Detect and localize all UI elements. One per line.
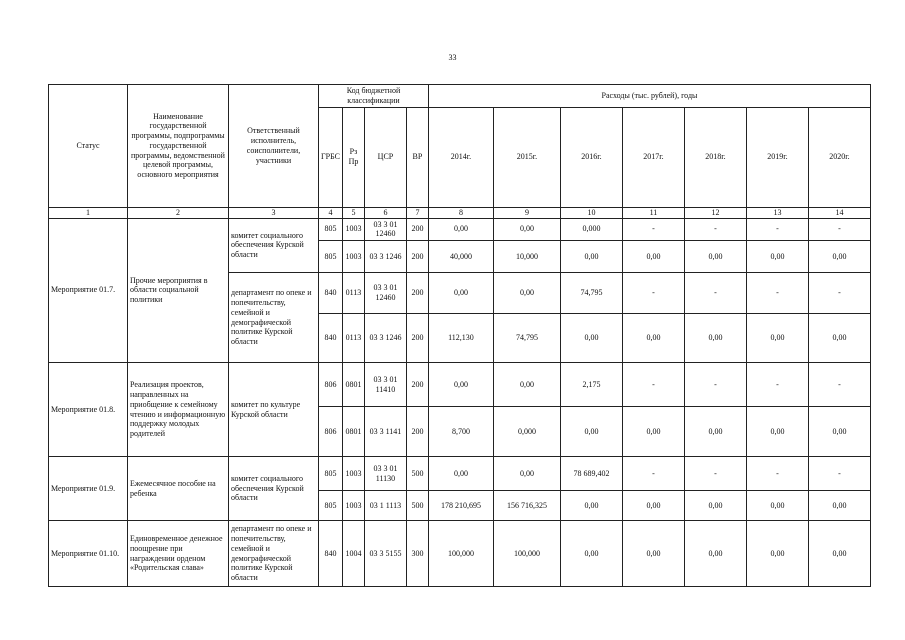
cell-expense: 0,000	[560, 218, 622, 241]
column-number: 4	[319, 207, 343, 218]
column-number: 10	[560, 207, 622, 218]
cell-expense: 0,00	[428, 457, 493, 491]
cell-expense: 0,00	[808, 491, 870, 521]
row-executor: департамент по опеке и попечительству, семейной и демографической политике Курской области	[229, 273, 319, 363]
cell-vr: 500	[406, 457, 428, 491]
cell-expense: 0,00	[684, 407, 746, 457]
column-number: 14	[808, 207, 870, 218]
cell-expense: -	[684, 273, 746, 314]
column-number: 1	[49, 207, 128, 218]
cell-rzpr: 1003	[342, 491, 364, 521]
row-program-name: Прочие мероприятия в области социальной политики	[128, 218, 229, 363]
header-grbs: ГРБС	[319, 107, 343, 207]
cell-expense: -	[684, 457, 746, 491]
cell-expense: 0,00	[560, 314, 622, 363]
cell-expense: -	[684, 218, 746, 241]
cell-expense: 0,00	[746, 314, 808, 363]
header-year: 2017г.	[622, 107, 684, 207]
cell-grbs: 840	[319, 314, 343, 363]
cell-vr: 200	[406, 407, 428, 457]
cell-grbs: 805	[319, 491, 343, 521]
cell-expense: 0,00	[622, 521, 684, 587]
row-status: Мероприятие 01.10.	[49, 521, 128, 587]
cell-expense: 0,000	[493, 407, 560, 457]
cell-vr: 200	[406, 218, 428, 241]
cell-expense: 74,795	[493, 314, 560, 363]
cell-csr: 03 3 01 11410	[364, 363, 406, 407]
cell-expense: 178 210,695	[428, 491, 493, 521]
header-year: 2016г.	[560, 107, 622, 207]
header-year: 2015г.	[493, 107, 560, 207]
table-row	[49, 457, 871, 491]
cell-expense: 156 716,325	[493, 491, 560, 521]
header-vr: ВР	[406, 107, 428, 207]
header-name: Наименование государственной программы, подпрограммы государственной программы, ведомственной целевой программы, основного мероприятия	[128, 85, 229, 208]
cell-expense: 0,00	[560, 521, 622, 587]
cell-expense: 40,000	[428, 241, 493, 273]
cell-rzpr: 0113	[342, 314, 364, 363]
cell-expense: 0,00	[428, 218, 493, 241]
cell-csr: 03 3 1141	[364, 407, 406, 457]
column-number: 9	[493, 207, 560, 218]
cell-expense: 0,00	[622, 314, 684, 363]
cell-expense: -	[746, 363, 808, 407]
cell-expense: 100,000	[428, 521, 493, 587]
cell-rzpr: 1003	[342, 241, 364, 273]
cell-expense: -	[808, 363, 870, 407]
row-program-name: Ежемесячное пособие на ребенка	[128, 457, 229, 521]
cell-expense: 0,00	[622, 407, 684, 457]
cell-expense: -	[808, 273, 870, 314]
cell-expense: 0,00	[684, 314, 746, 363]
row-status: Мероприятие 01.9.	[49, 457, 128, 521]
budget-table	[48, 84, 871, 587]
row-program-name: Единовременное денежное поощрение при награждении орденом «Родительская слава»	[128, 521, 229, 587]
cell-expense: -	[622, 457, 684, 491]
cell-expense: -	[808, 457, 870, 491]
cell-expense: 0,00	[560, 407, 622, 457]
header-executor: Ответственный исполнитель, соисполнители, участники	[229, 85, 319, 208]
cell-csr: 03 3 1246	[364, 241, 406, 273]
cell-expense: 0,00	[493, 273, 560, 314]
cell-expense: -	[808, 218, 870, 241]
cell-expense: -	[746, 273, 808, 314]
cell-expense: 0,00	[808, 241, 870, 273]
cell-expense: 0,00	[684, 241, 746, 273]
column-number: 7	[406, 207, 428, 218]
row-executor: департамент по опеке и попечительству, семейной и демографической политике Курской области	[229, 521, 319, 587]
header-year: 2018г.	[684, 107, 746, 207]
cell-expense: 112,130	[428, 314, 493, 363]
column-number: 11	[622, 207, 684, 218]
cell-expense: 0,00	[428, 273, 493, 314]
column-number: 12	[684, 207, 746, 218]
header-year: 2014г.	[428, 107, 493, 207]
cell-expense: 0,00	[808, 314, 870, 363]
row-status: Мероприятие 01.7.	[49, 218, 128, 363]
header-rzpr: Рз Пр	[342, 107, 364, 207]
column-number: 8	[428, 207, 493, 218]
cell-rzpr: 0801	[342, 363, 364, 407]
cell-expense: 78 689,402	[560, 457, 622, 491]
row-executor: комитет социального обеспечения Курской области	[229, 218, 319, 273]
table-row	[49, 363, 871, 407]
cell-grbs: 806	[319, 363, 343, 407]
cell-expense: 0,00	[746, 521, 808, 587]
cell-rzpr: 0801	[342, 407, 364, 457]
header-expenses: Расходы (тыс. рублей), годы	[428, 85, 870, 108]
header-budget-code: Код бюджетной классификации	[319, 85, 429, 108]
cell-vr: 300	[406, 521, 428, 587]
cell-expense: 0,00	[493, 363, 560, 407]
cell-rzpr: 0113	[342, 273, 364, 314]
cell-csr: 03 3 01 12460	[364, 218, 406, 241]
cell-expense: -	[622, 218, 684, 241]
cell-expense: 0,00	[684, 521, 746, 587]
header-year: 2019г.	[746, 107, 808, 207]
cell-expense: 2,175	[560, 363, 622, 407]
column-number: 3	[229, 207, 319, 218]
row-executor: комитет социального обеспечения Курской области	[229, 457, 319, 521]
cell-grbs: 840	[319, 273, 343, 314]
cell-csr: 03 1 1113	[364, 491, 406, 521]
cell-vr: 200	[406, 273, 428, 314]
cell-expense: 100,000	[493, 521, 560, 587]
column-number: 13	[746, 207, 808, 218]
cell-rzpr: 1003	[342, 218, 364, 241]
column-number: 5	[342, 207, 364, 218]
column-number: 2	[128, 207, 229, 218]
table-row	[49, 521, 871, 587]
cell-expense: 0,00	[808, 407, 870, 457]
cell-grbs: 806	[319, 407, 343, 457]
cell-expense: -	[746, 218, 808, 241]
cell-expense: 0,00	[808, 521, 870, 587]
cell-vr: 200	[406, 314, 428, 363]
cell-vr: 500	[406, 491, 428, 521]
table-row	[49, 218, 871, 241]
cell-expense: -	[622, 273, 684, 314]
cell-expense: 0,00	[746, 241, 808, 273]
cell-vr: 200	[406, 363, 428, 407]
cell-csr: 03 3 01 12460	[364, 273, 406, 314]
cell-rzpr: 1004	[342, 521, 364, 587]
cell-expense: -	[684, 363, 746, 407]
cell-expense: 0,00	[428, 363, 493, 407]
cell-expense: 0,00	[493, 457, 560, 491]
row-executor: комитет по культуре Курской области	[229, 363, 319, 457]
cell-expense: 74,795	[560, 273, 622, 314]
header-year: 2020г.	[808, 107, 870, 207]
cell-csr: 03 3 5155	[364, 521, 406, 587]
cell-expense: 0,00	[560, 491, 622, 521]
column-number: 6	[364, 207, 406, 218]
cell-expense: 0,00	[622, 241, 684, 273]
row-program-name: Реализация проектов, направленных на приобщение к семейному чтению и информационную поддержку молодых родителей	[128, 363, 229, 457]
cell-expense: 0,00	[560, 241, 622, 273]
cell-expense: -	[622, 363, 684, 407]
row-status: Мероприятие 01.8.	[49, 363, 128, 457]
cell-grbs: 805	[319, 241, 343, 273]
cell-csr: 03 3 1246	[364, 314, 406, 363]
cell-expense: -	[746, 457, 808, 491]
cell-expense: 0,00	[684, 491, 746, 521]
cell-vr: 200	[406, 241, 428, 273]
page-number: 33	[448, 53, 457, 62]
header-status: Статус	[49, 85, 128, 208]
cell-expense: 8,700	[428, 407, 493, 457]
header-csr: ЦСР	[364, 107, 406, 207]
cell-expense: 10,000	[493, 241, 560, 273]
cell-expense: 0,00	[493, 218, 560, 241]
cell-rzpr: 1003	[342, 457, 364, 491]
cell-grbs: 805	[319, 218, 343, 241]
cell-expense: 0,00	[746, 491, 808, 521]
cell-expense: 0,00	[622, 491, 684, 521]
cell-csr: 03 3 01 11130	[364, 457, 406, 491]
cell-grbs: 840	[319, 521, 343, 587]
cell-grbs: 805	[319, 457, 343, 491]
cell-expense: 0,00	[746, 407, 808, 457]
